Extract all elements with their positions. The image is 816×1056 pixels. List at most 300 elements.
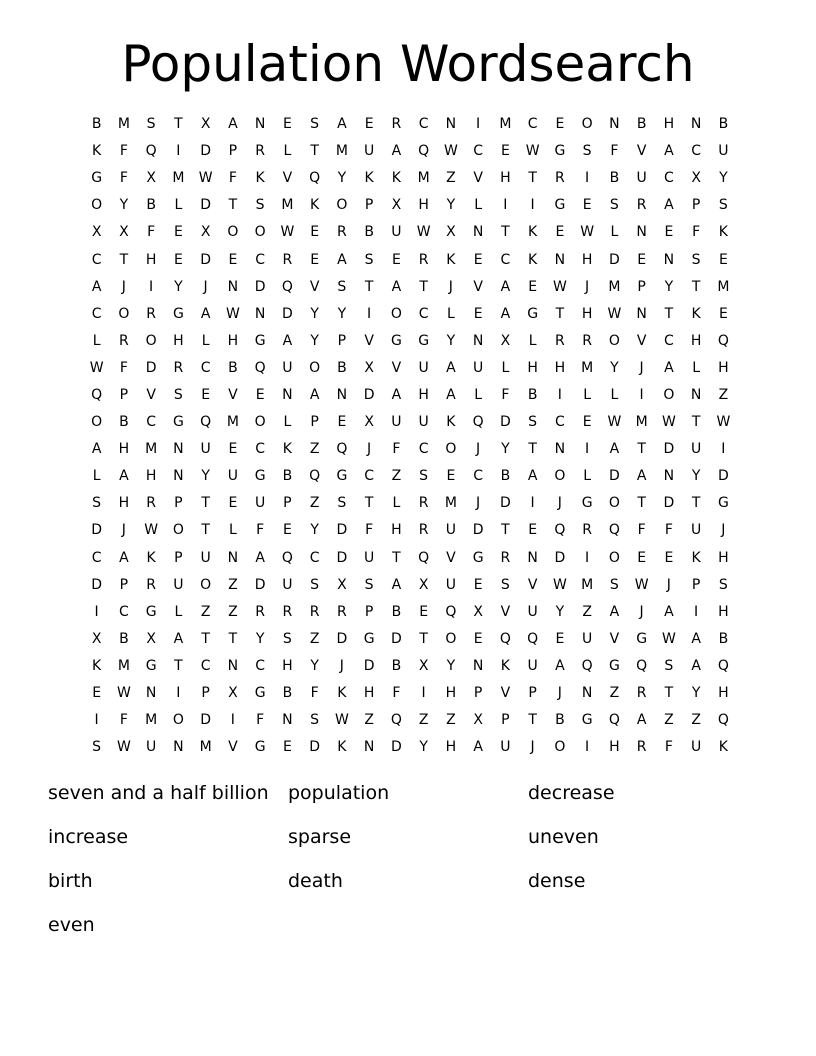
grid-cell: N — [636, 305, 647, 322]
grid-cell: Y — [337, 170, 347, 187]
grid-cell: F — [392, 441, 401, 458]
grid-cell: M — [581, 576, 594, 593]
grid-cell: R — [418, 251, 429, 268]
grid-cell: F — [228, 170, 237, 187]
grid-cell: D — [663, 495, 675, 512]
grid-cell: S — [500, 576, 510, 593]
grid-cell: T — [691, 495, 701, 512]
grid-cell: T — [201, 495, 210, 512]
grid-cell: R — [146, 576, 156, 593]
grid-row — [83, 355, 737, 382]
grid-cell: V — [500, 685, 511, 702]
grid-cell: Q — [281, 278, 293, 295]
grid-cell: G — [91, 170, 103, 187]
grid-row — [83, 463, 737, 490]
grid-cell: L — [474, 386, 483, 403]
grid-cell: I — [530, 197, 535, 214]
grid-cell: W — [116, 739, 131, 756]
word-list-item: sparse — [288, 826, 352, 848]
grid-cell: J — [121, 522, 126, 539]
grid-cell: G — [527, 305, 539, 322]
grid-cell: A — [609, 441, 620, 458]
grid-cell: G — [145, 657, 157, 674]
grid-cell: P — [119, 386, 129, 403]
grid-cell: R — [391, 116, 402, 133]
grid-cell: N — [554, 441, 566, 458]
grid-cell: C — [691, 143, 702, 160]
grid-cell: W — [280, 224, 295, 241]
grid-cell: A — [337, 251, 347, 268]
grid-cell: H — [581, 305, 593, 322]
grid-cell: E — [228, 251, 238, 268]
grid-cell: P — [473, 685, 483, 702]
grid-cell: G — [254, 468, 266, 485]
grid-cell: Z — [364, 712, 374, 729]
grid-cell: K — [310, 197, 320, 214]
grid-cell: L — [392, 495, 401, 512]
grid-cell: N — [663, 468, 675, 485]
grid-cell: J — [203, 278, 208, 295]
grid-cell: D — [608, 251, 620, 268]
grid-cell: O — [608, 332, 620, 349]
grid-cell: D — [281, 305, 293, 322]
grid-cell: Q — [390, 712, 402, 729]
grid-cell: W — [716, 414, 731, 431]
grid-cell: Z — [309, 630, 320, 647]
grid-cell: Q — [717, 712, 729, 729]
grid-cell: W — [580, 224, 595, 241]
grid-cell: N — [690, 116, 702, 133]
grid-cell: D — [254, 278, 266, 295]
grid-cell: V — [146, 386, 156, 403]
grid-cell: K — [92, 143, 102, 160]
grid-cell: G — [581, 712, 593, 729]
grid-cell: G — [717, 495, 729, 512]
grid-row — [83, 490, 737, 517]
grid-cell: W — [525, 143, 540, 160]
grid-cell: Z — [391, 468, 402, 485]
grid-cell: O — [91, 197, 103, 214]
grid-cell: R — [337, 224, 347, 241]
grid-row — [83, 572, 737, 599]
grid-cell: Y — [610, 359, 619, 376]
grid-cell: M — [117, 116, 130, 133]
grid-row — [83, 111, 737, 138]
grid-cell: P — [174, 495, 183, 512]
grid-cell: F — [610, 143, 619, 160]
grid-cell: Z — [446, 170, 456, 187]
grid-cell: Y — [310, 305, 319, 322]
grid-cell: N — [145, 685, 157, 702]
grid-cell: I — [503, 197, 508, 214]
grid-cell: K — [718, 739, 728, 756]
grid-cell: H — [118, 495, 130, 512]
grid-cell: A — [309, 386, 320, 403]
grid-cell: W — [225, 305, 240, 322]
grid-cell: X — [119, 224, 129, 241]
grid-cell: R — [146, 305, 156, 322]
grid-cell: Y — [691, 685, 701, 702]
grid-cell: O — [118, 305, 130, 322]
grid-cell: U — [527, 657, 538, 674]
grid-cell: N — [282, 386, 293, 403]
grid-cell: G — [254, 739, 266, 756]
grid-cell: T — [528, 712, 537, 729]
grid-cell: T — [419, 278, 428, 295]
grid-cell: Q — [608, 522, 620, 539]
grid-cell: U — [391, 414, 402, 431]
grid-cell: U — [500, 739, 511, 756]
grid-cell: X — [364, 359, 374, 376]
grid-cell: E — [255, 386, 265, 403]
grid-cell: I — [421, 685, 426, 702]
grid-cell: S — [664, 657, 674, 674]
grid-cell: S — [92, 739, 102, 756]
grid-cell: A — [691, 657, 701, 674]
grid-cell: C — [473, 468, 484, 485]
grid-cell: H — [718, 359, 729, 376]
grid-cell: N — [527, 549, 538, 566]
grid-cell: G — [608, 657, 620, 674]
grid-cell: U — [691, 522, 702, 539]
grid-cell: Y — [419, 739, 428, 756]
grid-cell: E — [446, 468, 456, 485]
grid-cell: X — [691, 170, 701, 187]
grid-cell: C — [255, 251, 266, 268]
grid-cell: C — [663, 170, 674, 187]
grid-cell: B — [391, 657, 402, 674]
grid-cell: Y — [310, 332, 319, 349]
grid-cell: B — [500, 468, 511, 485]
grid-cell: I — [585, 549, 590, 566]
grid-cell: L — [528, 332, 537, 349]
grid-cell: A — [691, 630, 701, 647]
grid-cell: N — [663, 251, 675, 268]
grid-cell: N — [609, 116, 620, 133]
grid-cell: A — [391, 143, 402, 160]
grid-cell: R — [582, 522, 592, 539]
grid-cell: T — [637, 441, 646, 458]
grid-cell: U — [582, 630, 593, 647]
grid-cell: J — [367, 441, 372, 458]
grid-cell: C — [255, 657, 266, 674]
grid-cell: Z — [664, 712, 674, 729]
grid-cell: E — [637, 251, 647, 268]
grid-cell: G — [554, 197, 566, 214]
grid-cell: D — [472, 522, 484, 539]
grid-cell: H — [118, 441, 130, 458]
grid-cell: Y — [446, 332, 456, 349]
grid-cell: A — [446, 359, 456, 376]
grid-cell: Y — [446, 197, 456, 214]
grid-cell: X — [418, 657, 429, 674]
grid-cell: D — [91, 522, 103, 539]
word-list-item: population — [288, 782, 390, 804]
grid-cell: M — [172, 170, 185, 187]
grid-cell: Q — [281, 549, 293, 566]
grid-cell: I — [557, 386, 562, 403]
grid-cell: C — [364, 468, 375, 485]
grid-cell: Q — [254, 359, 266, 376]
grid-cell: V — [636, 143, 647, 160]
grid-cell: F — [664, 522, 673, 539]
grid-cell: V — [391, 359, 402, 376]
grid-cell: S — [173, 386, 183, 403]
grid-row — [83, 707, 737, 734]
grid-cell: V — [309, 278, 320, 295]
grid-cell: C — [309, 549, 320, 566]
grid-cell: B — [282, 468, 293, 485]
grid-cell: U — [282, 359, 293, 376]
grid-cell: E — [528, 278, 538, 295]
grid-cell: Q — [200, 414, 212, 431]
grid-cell: A — [500, 305, 511, 322]
grid-cell: H — [609, 739, 620, 756]
grid-cell: I — [721, 441, 726, 458]
grid-cell: J — [666, 576, 671, 593]
grid-cell: I — [585, 170, 590, 187]
grid-cell: M — [145, 441, 158, 458]
grid-cell: Y — [555, 603, 565, 620]
grid-cell: G — [254, 685, 266, 702]
grid-cell: R — [636, 685, 647, 702]
grid-cell: F — [310, 685, 319, 702]
grid-cell: V — [473, 278, 483, 295]
grid-cell: A — [391, 278, 402, 295]
grid-cell: H — [391, 522, 402, 539]
grid-row — [83, 734, 737, 761]
grid-cell: S — [364, 576, 374, 593]
grid-cell: W — [443, 143, 458, 160]
grid-cell: E — [555, 224, 565, 241]
grid-cell: X — [446, 224, 456, 241]
grid-cell: R — [636, 739, 647, 756]
grid-cell: K — [337, 739, 347, 756]
grid-cell: B — [609, 170, 620, 187]
grid-cell: C — [91, 305, 102, 322]
grid-cell: Q — [527, 630, 539, 647]
grid-cell: T — [392, 549, 401, 566]
grid-cell: K — [718, 224, 728, 241]
grid-cell: O — [554, 739, 566, 756]
grid-cell: O — [608, 549, 620, 566]
grid-cell: A — [91, 278, 102, 295]
grid-cell: Z — [228, 603, 238, 620]
grid-cell: W — [607, 305, 622, 322]
grid-cell: P — [174, 549, 183, 566]
grid-cell: J — [448, 278, 453, 295]
grid-cell: I — [639, 386, 644, 403]
grid-cell: W — [416, 224, 431, 241]
grid-cell: N — [227, 549, 239, 566]
grid-row — [83, 653, 737, 680]
letter-grid — [83, 111, 737, 761]
word-list-item: death — [288, 870, 343, 892]
grid-cell: D — [363, 657, 375, 674]
grid-cell: M — [226, 414, 239, 431]
grid-cell: P — [501, 712, 510, 729]
grid-cell: U — [691, 739, 702, 756]
grid-cell: E — [664, 549, 674, 566]
grid-cell: D — [309, 739, 321, 756]
grid-cell: C — [91, 251, 102, 268]
grid-cell: K — [446, 251, 456, 268]
grid-cell: L — [583, 468, 592, 485]
grid-cell: G — [636, 630, 648, 647]
grid-cell: N — [282, 712, 293, 729]
grid-cell: E — [173, 251, 183, 268]
grid-cell: S — [146, 116, 156, 133]
grid-cell: R — [500, 549, 511, 566]
grid-cell: X — [391, 197, 402, 214]
grid-cell: W — [634, 576, 649, 593]
grid-cell: F — [501, 386, 510, 403]
grid-cell: S — [337, 495, 347, 512]
grid-cell: Y — [446, 657, 456, 674]
grid-cell: C — [554, 414, 565, 431]
grid-cell: F — [119, 143, 128, 160]
grid-cell: A — [391, 386, 402, 403]
grid-cell: L — [174, 197, 183, 214]
grid-cell: U — [173, 576, 184, 593]
word-list-item: increase — [48, 826, 129, 848]
grid-cell: K — [691, 549, 701, 566]
grid-cell: F — [392, 685, 401, 702]
grid-cell: D — [390, 630, 402, 647]
grid-cell: G — [363, 630, 375, 647]
grid-cell: K — [282, 441, 292, 458]
grid-cell: Y — [501, 441, 510, 458]
grid-cell: H — [690, 332, 702, 349]
grid-cell: M — [635, 414, 648, 431]
grid-cell: N — [581, 685, 593, 702]
grid-row — [83, 517, 737, 544]
grid-cell: V — [228, 739, 238, 756]
grid-cell: L — [474, 197, 483, 214]
word-list-item: seven and a half billion — [48, 782, 269, 804]
grid-cell: A — [664, 603, 674, 620]
grid-cell: O — [227, 224, 239, 241]
grid-cell: E — [582, 414, 592, 431]
grid-cell: N — [472, 224, 484, 241]
grid-cell: D — [390, 739, 402, 756]
grid-cell: L — [283, 414, 292, 431]
word-list-item: decrease — [528, 782, 615, 804]
grid-row — [83, 436, 737, 463]
grid-row — [83, 382, 737, 409]
grid-cell: C — [500, 251, 511, 268]
grid-cell: H — [663, 116, 675, 133]
grid-cell: R — [418, 495, 429, 512]
grid-cell: H — [418, 386, 429, 403]
grid-cell: J — [530, 739, 535, 756]
grid-cell: B — [636, 116, 647, 133]
grid-cell: F — [256, 522, 265, 539]
grid-cell: A — [228, 116, 238, 133]
grid-row — [83, 680, 737, 707]
grid-cell: T — [501, 224, 510, 241]
grid-cell: R — [337, 603, 347, 620]
grid-cell: T — [201, 630, 210, 647]
grid-cell: E — [473, 576, 483, 593]
grid-cell: J — [476, 495, 481, 512]
grid-cell: S — [609, 197, 619, 214]
grid-cell: L — [610, 224, 619, 241]
grid-cell: Q — [472, 414, 484, 431]
grid-cell: L — [501, 359, 510, 376]
grid-cell: B — [718, 630, 729, 647]
grid-cell: N — [554, 251, 566, 268]
grid-cell: Z — [309, 441, 320, 458]
grid-cell: T — [201, 522, 210, 539]
grid-cell: I — [94, 603, 99, 620]
grid-cell: R — [255, 603, 265, 620]
grid-cell: Q — [554, 522, 566, 539]
grid-cell: O — [91, 414, 103, 431]
grid-cell: U — [418, 414, 429, 431]
grid-cell: J — [721, 522, 726, 539]
grid-cell: P — [337, 332, 347, 349]
grid-cell: N — [690, 386, 702, 403]
grid-cell: S — [718, 197, 728, 214]
grid-cell: Y — [174, 278, 183, 295]
grid-cell: G — [336, 468, 348, 485]
grid-cell: H — [363, 685, 375, 702]
grid-cell: E — [500, 143, 510, 160]
grid-cell: H — [718, 685, 729, 702]
grid-cell: U — [636, 170, 647, 187]
grid-cell: S — [310, 576, 320, 593]
grid-cell: C — [118, 603, 129, 620]
grid-cell: K — [255, 170, 265, 187]
grid-row — [83, 328, 737, 355]
grid-cell: J — [339, 657, 344, 674]
grid-row — [83, 301, 737, 328]
grid-cell: Z — [446, 712, 456, 729]
grid-cell: U — [364, 549, 375, 566]
grid-cell: S — [364, 251, 374, 268]
grid-cell: H — [527, 359, 538, 376]
grid-row — [83, 219, 737, 246]
grid-cell: T — [637, 495, 646, 512]
grid-cell: Q — [717, 657, 729, 674]
grid-cell: U — [200, 441, 211, 458]
grid-cell: Q — [309, 170, 321, 187]
grid-cell: T — [691, 414, 701, 431]
grid-cell: H — [718, 603, 729, 620]
grid-cell: K — [92, 657, 102, 674]
grid-cell: S — [255, 197, 265, 214]
grid-cell: W — [552, 576, 567, 593]
grid-cell: H — [445, 685, 457, 702]
grid-cell: P — [364, 603, 374, 620]
grid-cell: S — [282, 630, 292, 647]
grid-cell: O — [172, 522, 184, 539]
grid-cell: E — [718, 305, 728, 322]
grid-cell: Q — [445, 603, 457, 620]
grid-cell: S — [419, 468, 429, 485]
grid-cell: A — [91, 441, 102, 458]
grid-cell: A — [391, 576, 402, 593]
grid-cell: V — [364, 332, 374, 349]
grid-cell: O — [172, 712, 184, 729]
grid-cell: A — [119, 468, 129, 485]
grid-cell: D — [200, 143, 212, 160]
grid-cell: T — [364, 495, 374, 512]
grid-cell: L — [92, 468, 101, 485]
grid-cell: D — [200, 251, 212, 268]
grid-cell: T — [228, 630, 238, 647]
